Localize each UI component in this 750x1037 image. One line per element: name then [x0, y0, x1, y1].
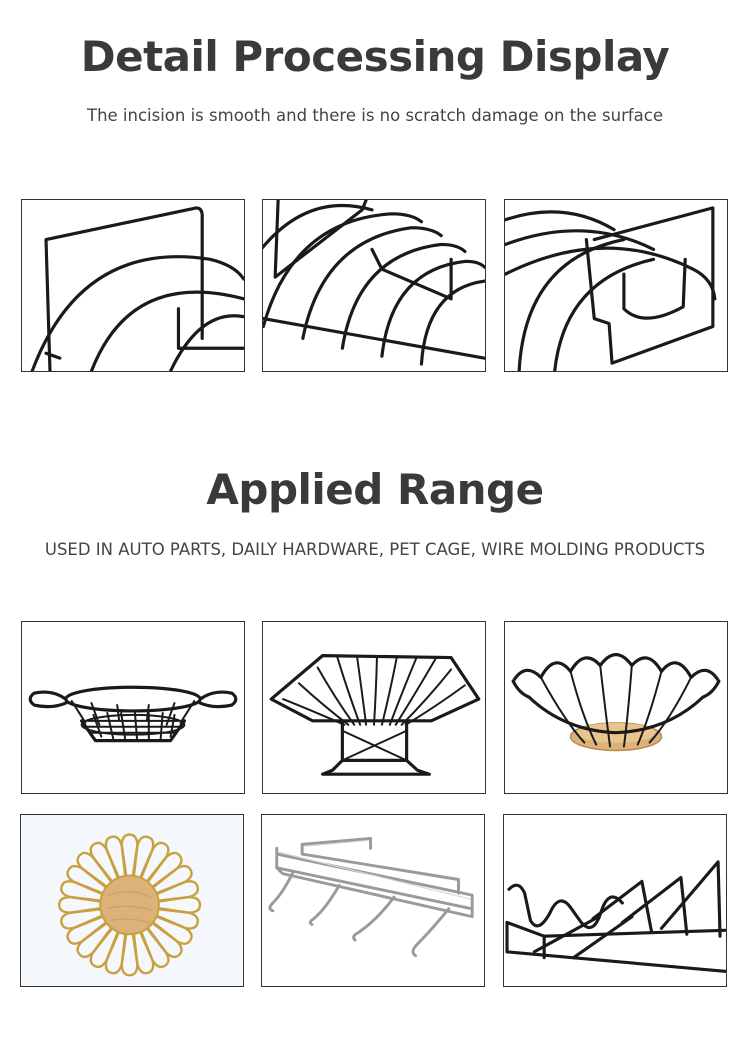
dish-rack-arcs-image — [263, 200, 485, 371]
pot-lid-rack-image — [504, 815, 726, 986]
section-subtitle-detail: The incision is smooth and there is no scratch damage on the surface — [86, 106, 664, 125]
section-subtitle-applied: USED IN AUTO PARTS, DAILY HARDWARE, PET CAGE, WIRE MOLDING PRODUCTS — [44, 540, 706, 559]
detail-photo-1 — [21, 199, 245, 372]
product-photo-square-basket — [262, 621, 486, 794]
product-photo-hook-rack — [261, 814, 485, 987]
section-title-detail: Detail Processing Display — [80, 32, 670, 81]
chrome-hook-rack-image — [262, 815, 484, 986]
dish-rack-closeup-image — [22, 200, 244, 371]
square-fruit-basket-image — [263, 622, 485, 793]
oval-wire-basket-image — [22, 622, 244, 793]
product-photo-oval-basket — [21, 621, 245, 794]
product-photo-lid-rack — [503, 814, 727, 987]
detail-photo-3 — [504, 199, 728, 372]
dish-rack-end-image — [505, 200, 727, 371]
flower-wire-basket-bamboo-image — [505, 622, 727, 793]
product-photo-flower-basket — [504, 621, 728, 794]
section-title-applied: Applied Range — [206, 465, 544, 514]
product-photo-gold-basket — [20, 814, 244, 987]
detail-photo-2 — [262, 199, 486, 372]
gold-daisy-basket-image — [21, 815, 243, 986]
